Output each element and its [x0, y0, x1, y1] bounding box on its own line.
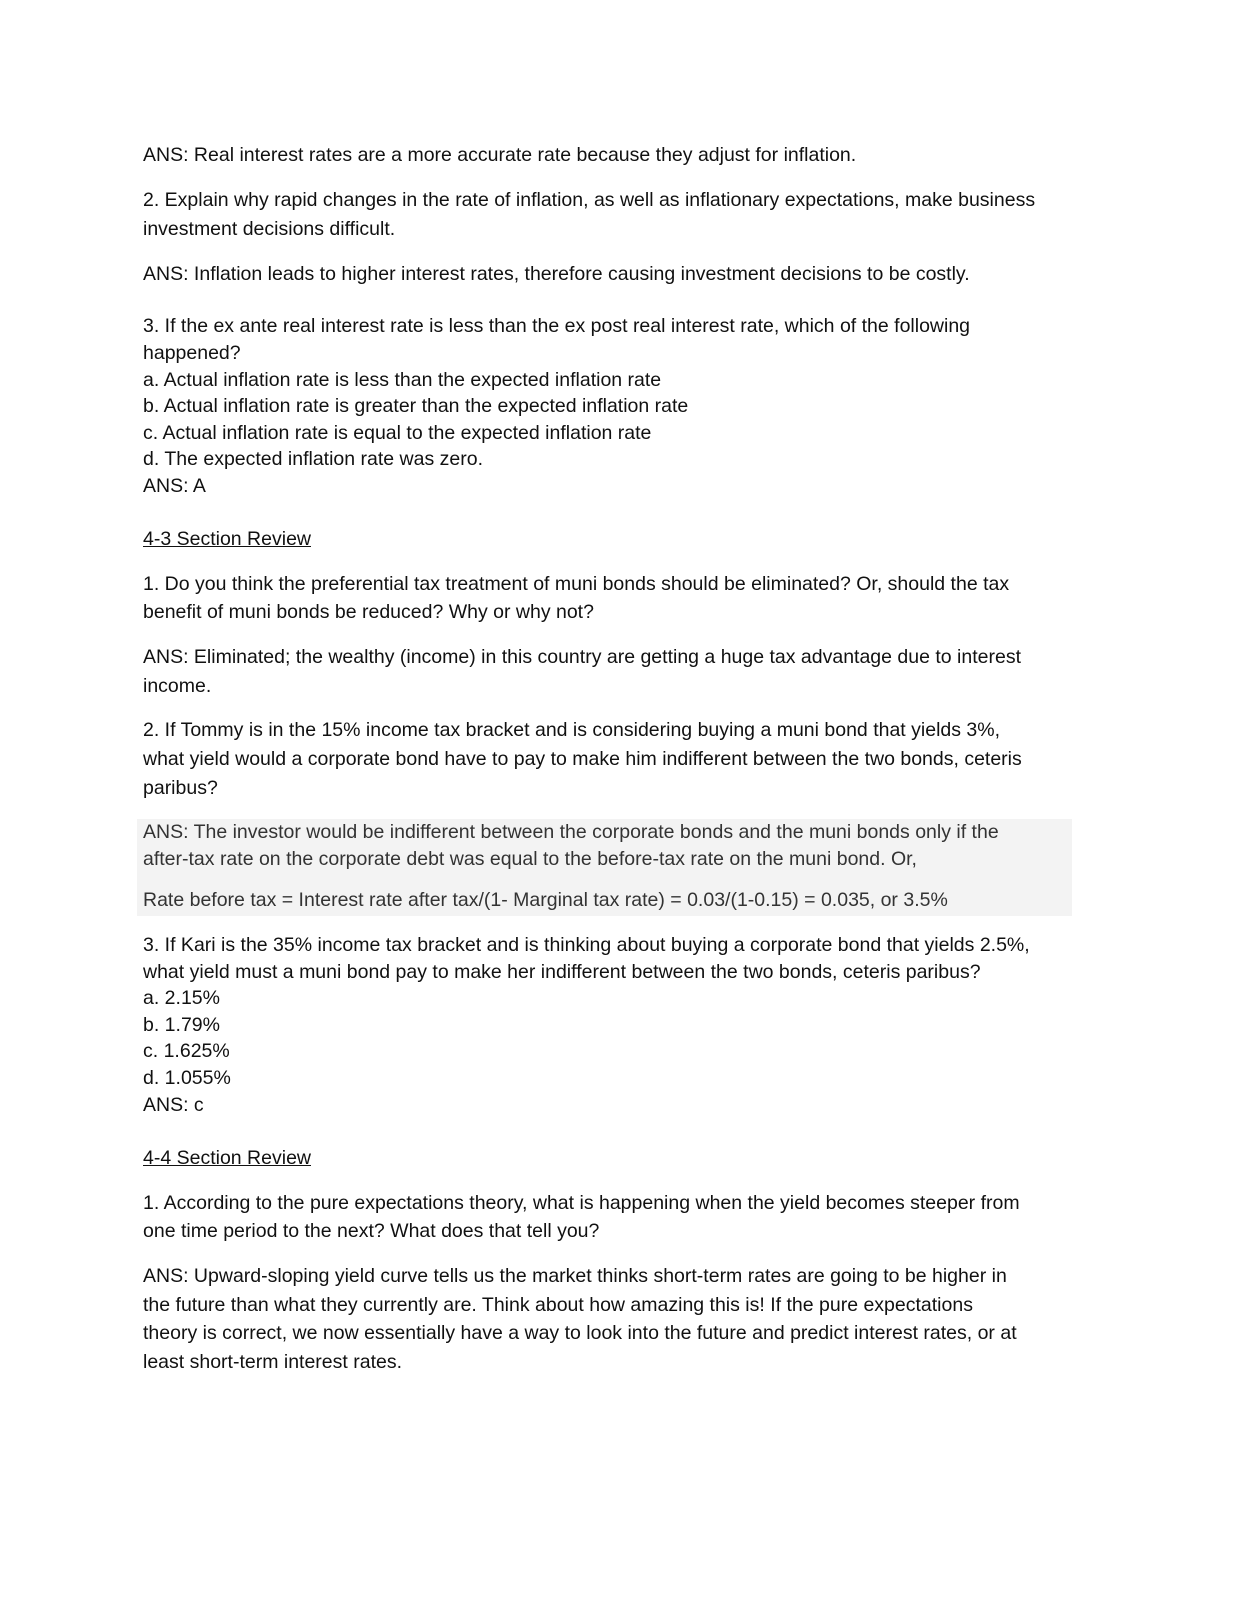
question-line: 3. If Kari is the 35% income tax bracket and is thinking about buying a corporate bond that yields 2.5%, — [143, 934, 1030, 956]
answer-line: ANS: The investor would be indifferent between the corporate bonds and the muni bonds only if the — [143, 821, 999, 843]
answer-line: ANS: Real interest rates are a more accurate rate because they adjust for inflation. — [143, 144, 857, 166]
answer-line: theory is correct, we now essentially have a way to look into the future and predict interest rates, or at — [143, 1322, 1017, 1344]
answer-line: after-tax rate on the corporate debt was equal to the before-tax rate on the muni bond. Or, — [143, 848, 917, 870]
section-heading: 4-3 Section Review — [143, 528, 311, 550]
answer-line: ANS: Eliminated; the wealthy (income) in this country are getting a huge tax advantage due to interest — [143, 646, 1021, 668]
answer-line: ANS: c — [143, 1094, 204, 1116]
question-line: 1. According to the pure expectations theory, what is happening when the yield becomes steeper from — [143, 1192, 1020, 1214]
question-line: what yield must a muni bond pay to make her indifferent between the two bonds, ceteris paribus? — [143, 961, 981, 983]
choice-d: d. The expected inflation rate was zero. — [143, 448, 484, 470]
choice-a: a. Actual inflation rate is less than the expected inflation rate — [143, 369, 662, 391]
answer-line: ANS: A — [143, 475, 206, 497]
answer-line: ANS: Upward-sloping yield curve tells us the market thinks short-term rates are going to be higher in — [143, 1265, 1007, 1287]
question-line: 2. If Tommy is in the 15% income tax bracket and is considering buying a muni bond that yields 3%, — [143, 719, 1001, 741]
choice-b: b. Actual inflation rate is greater than the expected inflation rate — [143, 395, 689, 417]
question-line: 1. Do you think the preferential tax treatment of muni bonds should be eliminated? Or, should the tax — [143, 573, 1010, 595]
question-line: what yield would a corporate bond have to pay to make him indifferent between the two bonds, ceteris — [143, 748, 1022, 770]
answer-line: income. — [143, 675, 212, 697]
answer-line: the future than what they currently are. Think about how amazing this is! If the pure expectations — [143, 1294, 973, 1316]
question-line: one time period to the next? What does that tell you? — [143, 1220, 600, 1242]
choice-c: c. 1.625% — [143, 1040, 230, 1062]
question-line: benefit of muni bonds be reduced? Why or why not? — [143, 601, 594, 623]
answer-line: least short-term interest rates. — [143, 1351, 403, 1373]
choice-a: a. 2.15% — [143, 987, 220, 1009]
question-line: 2. Explain why rapid changes in the rate of inflation, as well as inflationary expectations, make business — [143, 189, 1036, 211]
choice-c: c. Actual inflation rate is equal to the expected inflation rate — [143, 422, 652, 444]
question-line: paribus? — [143, 777, 218, 799]
choice-b: b. 1.79% — [143, 1014, 220, 1036]
section-heading: 4-4 Section Review — [143, 1147, 311, 1169]
question-line: happened? — [143, 342, 241, 364]
answer-line: ANS: Inflation leads to higher interest rates, therefore causing investment decisions to be costly. — [143, 263, 970, 285]
question-line: 3. If the ex ante real interest rate is less than the ex post real interest rate, which of the following — [143, 315, 971, 337]
formula-line: Rate before tax = Interest rate after tax/(1- Marginal tax rate) = 0.03/(1-0.15) = 0.035, or 3.5% — [143, 889, 948, 911]
question-line: investment decisions difficult. — [143, 218, 396, 240]
choice-d: d. 1.055% — [143, 1067, 231, 1089]
